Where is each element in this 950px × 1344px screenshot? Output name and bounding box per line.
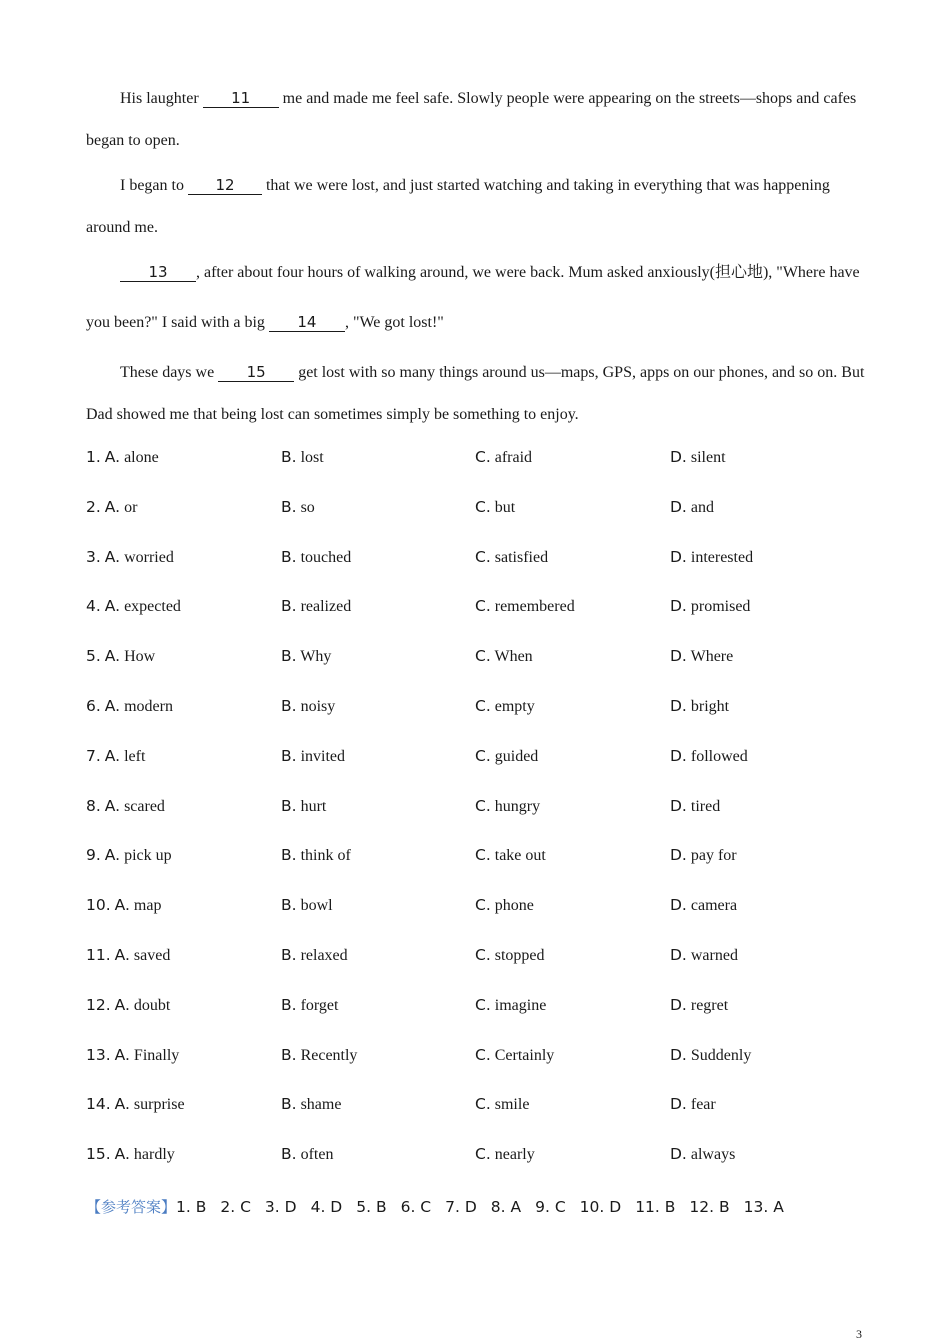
question-number: 1.	[86, 448, 101, 466]
option-text: forget	[300, 996, 339, 1014]
option-label: A.	[114, 946, 130, 964]
option-label: A.	[104, 746, 121, 765]
option-text: saved	[133, 947, 171, 964]
option-text: Finally	[133, 1046, 180, 1064]
question-row	[86, 846, 866, 870]
option-c	[475, 697, 535, 716]
option-text: promised	[690, 598, 751, 616]
option-a	[86, 1145, 175, 1164]
option-b	[281, 448, 324, 467]
option-text: touched	[300, 548, 352, 566]
question-row	[86, 747, 866, 771]
paragraph-text: His laughter	[120, 90, 203, 107]
option-b	[281, 996, 338, 1015]
option-text: relaxed	[300, 947, 348, 964]
option-a	[86, 896, 161, 915]
blank-13: 13	[120, 263, 196, 282]
option-b	[281, 747, 345, 766]
option-text: invited	[300, 747, 345, 765]
option-a	[86, 448, 159, 467]
option-label: C.	[475, 597, 491, 616]
question-number: 5.	[86, 647, 101, 666]
option-label: D.	[670, 896, 687, 915]
option-a	[86, 996, 170, 1015]
option-label: B.	[281, 1045, 297, 1064]
answer-item: 5. B	[356, 1198, 387, 1216]
paragraph-text: get lost with so many things around us—maps, GPS, apps on our phones, and so on. But Dad showed me that being lost can sometimes simply be something to enjoy.	[86, 364, 865, 423]
option-d	[670, 647, 733, 666]
option-c	[475, 846, 546, 865]
passage-paragraph-1	[86, 78, 866, 162]
option-label: C.	[475, 995, 491, 1014]
question-number: 15.	[86, 1145, 111, 1164]
question-row	[86, 896, 866, 920]
option-text: scared	[124, 797, 165, 815]
answers-heading: 【参考答案】	[86, 1198, 177, 1216]
option-text: stopped	[494, 947, 545, 964]
option-label: B.	[281, 1145, 297, 1164]
option-text: pick up	[124, 847, 172, 865]
question-number: 2.	[86, 497, 101, 516]
option-label: B.	[281, 697, 297, 715]
option-text: warned	[690, 947, 738, 964]
option-label: B.	[281, 846, 297, 865]
option-label: D.	[670, 647, 687, 666]
question-number: 9.	[86, 846, 101, 865]
question-row	[86, 996, 866, 1020]
option-b	[281, 1046, 357, 1065]
option-label: A.	[104, 846, 121, 865]
option-c	[475, 896, 534, 915]
option-label: A.	[104, 796, 121, 815]
option-text: or	[124, 498, 138, 516]
option-text: bright	[690, 698, 730, 715]
paragraph-text: that we were lost, and just started watching and taking in everything that was happening around me.	[86, 177, 830, 236]
option-text: When	[494, 648, 533, 666]
question-row	[86, 647, 866, 671]
option-label: D.	[670, 1145, 687, 1164]
option-label: A.	[114, 896, 130, 915]
option-a	[86, 647, 155, 666]
option-label: A.	[114, 1045, 130, 1064]
option-text: fear	[690, 1096, 716, 1114]
option-label: A.	[104, 497, 121, 516]
answer-list	[176, 1199, 798, 1216]
option-text: left	[124, 747, 146, 765]
option-text: and	[690, 498, 714, 516]
option-d	[670, 697, 729, 716]
option-label: C.	[475, 697, 491, 715]
option-label: A.	[104, 647, 121, 666]
option-c	[475, 996, 546, 1015]
option-label: C.	[475, 796, 491, 815]
option-b	[281, 896, 333, 915]
option-label: B.	[281, 946, 297, 964]
paragraph-text: , after about four hours of walking around, we were back. Mum asked anxiously(担心地), "Where have you been?" I said with a big	[86, 264, 860, 331]
answer-item: 9. C	[535, 1198, 566, 1216]
blank-14: 14	[269, 313, 345, 332]
option-d	[670, 1095, 716, 1114]
option-d	[670, 946, 738, 965]
answer-item: 12. B	[689, 1198, 730, 1216]
question-row	[86, 597, 866, 621]
option-c	[475, 448, 532, 467]
option-label: B.	[281, 647, 297, 666]
option-text: hardly	[133, 1146, 175, 1164]
option-b	[281, 498, 315, 517]
option-label: C.	[475, 497, 491, 516]
question-number: 8.	[86, 796, 101, 815]
option-a	[86, 946, 170, 965]
option-label: B.	[281, 547, 297, 566]
option-text: Recently	[300, 1046, 358, 1064]
option-text: shame	[300, 1096, 342, 1114]
option-label: A.	[114, 995, 130, 1014]
option-b	[281, 846, 351, 865]
question-number: 4.	[86, 597, 101, 616]
option-label: A.	[104, 448, 121, 466]
option-label: D.	[670, 846, 687, 865]
option-label: D.	[670, 1045, 687, 1064]
option-text: Why	[300, 648, 332, 666]
option-label: A.	[104, 597, 121, 616]
option-c	[475, 498, 515, 517]
option-text: so	[300, 498, 315, 516]
option-label: A.	[114, 1145, 130, 1164]
option-label: C.	[475, 647, 491, 666]
option-d	[670, 597, 750, 616]
option-text: camera	[690, 897, 738, 915]
passage-paragraph-4	[86, 352, 866, 436]
question-number: 13.	[86, 1045, 111, 1064]
option-text: followed	[690, 747, 748, 765]
question-number: 11.	[86, 946, 111, 964]
question-number: 12.	[86, 995, 111, 1014]
option-d	[670, 747, 748, 766]
option-text: take out	[494, 847, 546, 865]
question-number: 6.	[86, 697, 101, 715]
option-label: C.	[475, 896, 491, 915]
option-label: C.	[475, 448, 491, 466]
question-row	[86, 697, 866, 721]
option-label: C.	[475, 946, 491, 964]
option-c	[475, 548, 548, 567]
option-text: often	[300, 1146, 334, 1164]
answer-item: 10. D	[579, 1198, 622, 1216]
answer-item: 7. D	[445, 1198, 477, 1216]
option-text: modern	[124, 698, 173, 715]
option-label: D.	[670, 995, 687, 1014]
option-label: C.	[475, 746, 491, 765]
option-label: B.	[281, 448, 297, 466]
option-a	[86, 697, 173, 716]
question-row	[86, 1095, 866, 1119]
option-label: B.	[281, 796, 297, 815]
question-number: 10.	[86, 896, 111, 915]
answer-item: 13. A	[743, 1198, 784, 1216]
option-text: worried	[124, 548, 174, 566]
paragraph-text: These days we	[120, 364, 219, 381]
option-text: lost	[300, 449, 324, 466]
option-label: C.	[475, 547, 491, 566]
option-label: B.	[281, 995, 297, 1014]
option-d	[670, 1046, 751, 1065]
answer-item: 1. B	[176, 1198, 207, 1216]
option-label: B.	[281, 497, 297, 516]
option-d	[670, 1145, 735, 1164]
option-text: hungry	[494, 797, 541, 815]
option-label: B.	[281, 597, 297, 616]
option-c	[475, 1046, 554, 1065]
option-text: surprise	[133, 1096, 185, 1114]
option-c	[475, 1145, 535, 1164]
option-d	[670, 548, 753, 567]
reference-answers	[86, 1196, 798, 1217]
passage-paragraph-2	[86, 165, 866, 249]
option-label: C.	[475, 1145, 491, 1164]
question-number: 3.	[86, 547, 101, 566]
question-row	[86, 946, 866, 970]
option-text: map	[133, 897, 162, 915]
answer-item: 3. D	[264, 1198, 297, 1216]
option-label: D.	[670, 1095, 687, 1114]
option-text: doubt	[133, 996, 171, 1014]
option-text: think of	[300, 847, 351, 865]
question-number: 14.	[86, 1095, 111, 1114]
option-d	[670, 996, 728, 1015]
option-text: but	[494, 498, 516, 516]
option-text: alone	[124, 449, 159, 466]
option-text: guided	[494, 747, 539, 765]
passage-paragraph-3	[86, 248, 866, 348]
option-a	[86, 498, 137, 517]
option-label: D.	[670, 497, 687, 516]
option-label: B.	[281, 746, 297, 765]
option-text: regret	[690, 996, 729, 1014]
option-a	[86, 597, 181, 616]
option-c	[475, 1095, 529, 1114]
option-a	[86, 747, 145, 766]
option-label: D.	[670, 796, 687, 815]
option-b	[281, 797, 326, 816]
answer-item: 2. C	[220, 1198, 251, 1216]
option-text: Where	[690, 648, 734, 666]
option-b	[281, 597, 351, 616]
option-a	[86, 846, 172, 865]
option-text: hurt	[300, 797, 327, 815]
option-d	[670, 896, 737, 915]
option-a	[86, 797, 165, 816]
option-label: C.	[475, 1045, 491, 1064]
paragraph-text: , "We got lost!"	[344, 314, 444, 331]
answer-item: 4. D	[310, 1198, 343, 1216]
option-text: bowl	[300, 897, 333, 915]
option-a	[86, 548, 174, 567]
question-row	[86, 1046, 866, 1070]
option-text: expected	[124, 598, 181, 616]
option-text: Suddenly	[690, 1046, 752, 1064]
option-label: D.	[670, 448, 687, 466]
option-label: A.	[104, 697, 121, 715]
option-text: imagine	[494, 996, 547, 1014]
question-row	[86, 548, 866, 572]
option-label: D.	[670, 946, 687, 964]
option-c	[475, 747, 538, 766]
option-text: satisfied	[494, 548, 549, 566]
paragraph-text: I began to	[120, 177, 188, 194]
option-text: pay for	[690, 847, 737, 865]
option-label: A.	[104, 547, 121, 566]
option-a	[86, 1046, 179, 1065]
option-b	[281, 1095, 341, 1114]
answer-item: 6. C	[400, 1198, 432, 1216]
answer-item: 8. A	[490, 1198, 522, 1216]
option-b	[281, 647, 331, 666]
option-text: realized	[300, 598, 352, 616]
option-c	[475, 597, 575, 616]
blank-11: 11	[203, 89, 279, 108]
option-d	[670, 846, 737, 865]
option-a	[86, 1095, 185, 1114]
option-text: afraid	[494, 449, 533, 466]
option-d	[670, 498, 714, 517]
option-text: always	[690, 1146, 736, 1164]
option-text: interested	[690, 548, 754, 566]
answer-item: 11. B	[635, 1198, 676, 1216]
blank-12: 12	[188, 176, 262, 195]
question-number: 7.	[86, 746, 101, 765]
option-c	[475, 647, 533, 666]
option-b	[281, 946, 348, 965]
question-row	[86, 1145, 866, 1169]
option-label: D.	[670, 597, 687, 616]
option-c	[475, 946, 545, 965]
option-text: How	[124, 648, 156, 666]
option-text: nearly	[494, 1146, 535, 1164]
paragraph-text: me and made me feel safe. Slowly people were appearing on the streets—shops and cafes began to open.	[86, 90, 857, 149]
option-d	[670, 448, 726, 467]
option-text: tired	[690, 797, 721, 815]
option-text: noisy	[300, 698, 336, 715]
option-label: C.	[475, 846, 491, 865]
option-b	[281, 548, 351, 567]
blank-15: 15	[218, 363, 294, 382]
option-label: C.	[475, 1095, 491, 1114]
option-c	[475, 797, 540, 816]
option-b	[281, 1145, 333, 1164]
option-label: B.	[281, 896, 297, 915]
option-label: A.	[114, 1095, 130, 1114]
option-b	[281, 697, 335, 716]
option-text: remembered	[494, 598, 575, 616]
option-text: phone	[494, 897, 534, 915]
option-text: Certainly	[494, 1046, 555, 1064]
option-label: D.	[670, 746, 687, 765]
option-text: silent	[690, 449, 726, 466]
question-row	[86, 498, 866, 522]
option-d	[670, 797, 720, 816]
option-label: D.	[670, 697, 687, 715]
option-text: smile	[494, 1096, 530, 1114]
option-label: D.	[670, 547, 687, 566]
question-row	[86, 448, 866, 472]
question-row	[86, 797, 866, 821]
option-text: empty	[494, 698, 535, 715]
option-label: B.	[281, 1095, 297, 1114]
page-number: 3	[856, 1327, 862, 1341]
